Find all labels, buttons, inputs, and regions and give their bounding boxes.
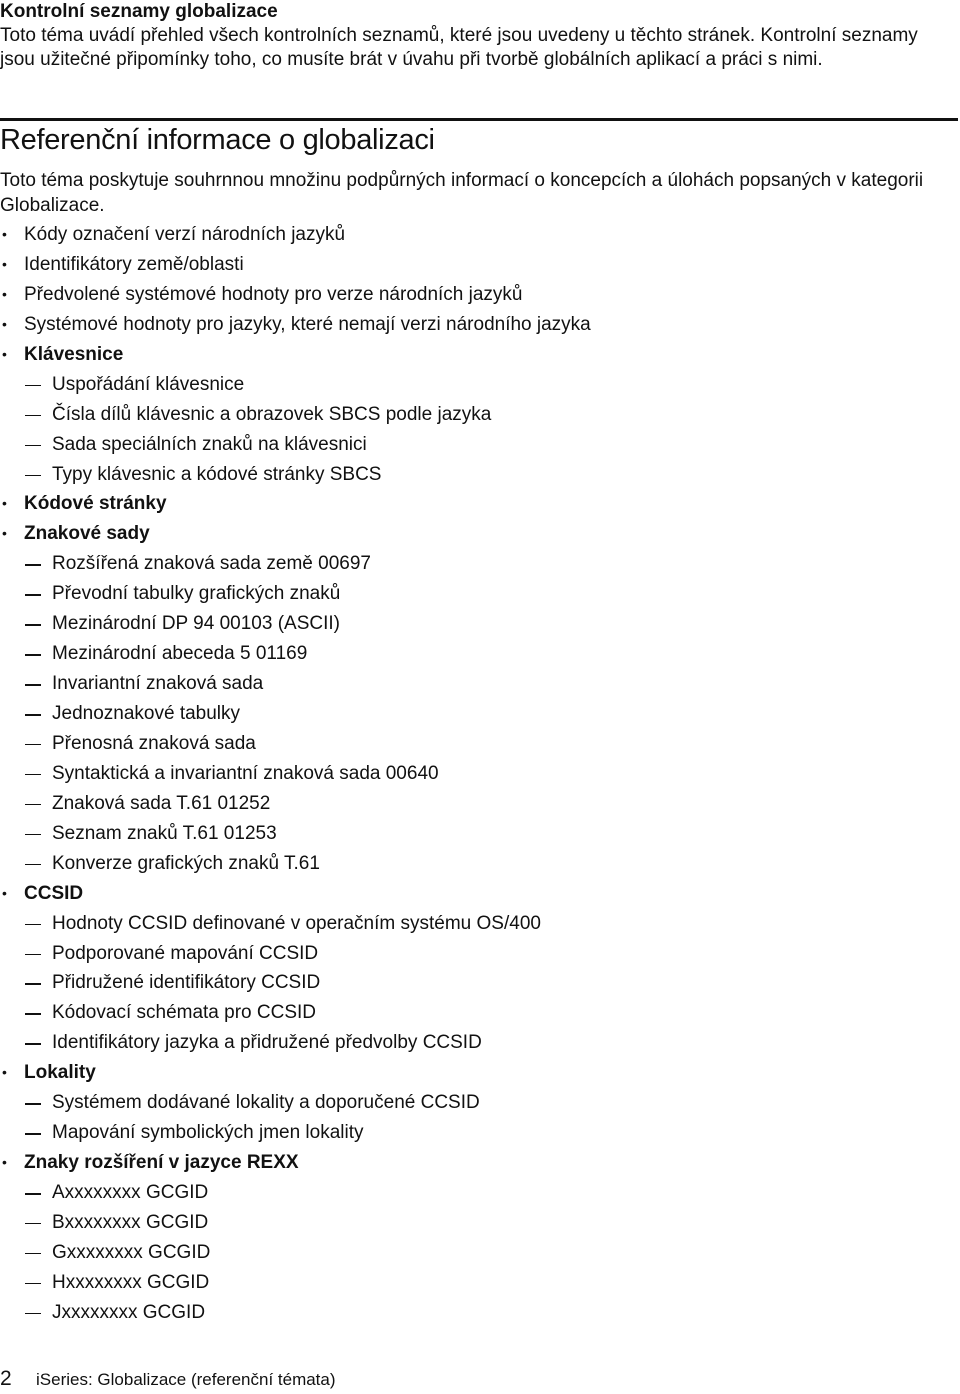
list-item-label: Typy klávesnic a kódové stránky SBCS — [52, 463, 382, 485]
bullet-icon: • — [2, 495, 7, 512]
page-footer — [0, 1366, 336, 1392]
bullet-icon: • — [2, 525, 7, 542]
dash-icon — [25, 804, 41, 806]
list-item-label: Mapování symbolických jmen lokality — [52, 1122, 364, 1144]
dash-icon — [25, 1283, 41, 1285]
bullet-icon: • — [2, 1064, 7, 1081]
list-item-label: Přenosná znaková sada — [52, 732, 256, 754]
list-item-label: Kódové stránky — [24, 493, 167, 515]
list-item — [0, 220, 940, 250]
sub-list-item — [0, 699, 940, 729]
list-item-label: Jxxxxxxxx GCGID — [52, 1301, 206, 1323]
dash-icon — [25, 385, 41, 387]
dash-icon — [25, 564, 41, 566]
sub-list-item — [0, 789, 940, 819]
sub-list-item — [0, 460, 940, 490]
checklist-section — [0, 0, 950, 72]
list-item-label: Rozšířená znaková sada země 00697 — [52, 553, 371, 575]
list-item-label: Jednoznakové tabulky — [52, 703, 241, 724]
topic-list — [0, 220, 940, 1328]
dash-icon — [25, 864, 41, 866]
list-item-label: Syntaktická a invariantní znaková sada 00640 — [52, 762, 439, 784]
list-item — [0, 489, 940, 519]
sub-list-item — [0, 1238, 940, 1268]
sub-list-item — [0, 1178, 940, 1208]
sub-list-item — [0, 759, 940, 789]
dash-icon — [25, 624, 41, 626]
list-item-label: Znaková sada T.61 01252 — [52, 792, 271, 814]
list-item-label: Převodní tabulky grafických znaků — [52, 583, 341, 605]
dash-icon — [25, 1313, 41, 1315]
sub-list-item — [0, 430, 940, 460]
dash-icon — [25, 1013, 41, 1015]
list-item — [0, 519, 940, 549]
dash-icon — [25, 684, 41, 686]
list-item-label: Znakové sady — [24, 523, 150, 545]
page-number: 2 — [0, 1367, 12, 1390]
dash-icon — [25, 1223, 41, 1225]
dash-icon — [25, 445, 41, 447]
list-item-label: Invariantní znaková sada — [52, 673, 264, 695]
checklist-heading: Kontrolní seznamy globalizace — [0, 1, 278, 22]
bullet-icon: • — [2, 884, 7, 901]
sub-list-item — [0, 968, 940, 998]
list-item — [0, 340, 940, 370]
dash-icon — [25, 594, 41, 596]
dash-icon — [25, 415, 41, 417]
list-item-label: Kódy označení verzí národních jazyků — [24, 224, 346, 245]
list-item-label: Hodnoty CCSID definované v operačním systému OS/400 — [52, 912, 541, 934]
list-item-label: Čísla dílů klávesnic a obrazovek SBCS podle jazyka — [52, 403, 492, 425]
sub-list-item — [0, 819, 940, 849]
list-item-label: Axxxxxxxx GCGID — [52, 1182, 209, 1203]
dash-icon — [25, 983, 41, 985]
list-item-label: Gxxxxxxxx GCGID — [52, 1241, 211, 1263]
list-item — [0, 1058, 940, 1088]
dash-icon — [25, 1253, 41, 1255]
list-item-label: Identifikátory jazyka a přidružené předvolby CCSID — [52, 1032, 482, 1054]
sub-list-item — [0, 1268, 940, 1298]
list-item-label: Klávesnice — [24, 343, 124, 365]
sub-list-item — [0, 939, 940, 969]
sub-list-item — [0, 609, 940, 639]
dash-icon — [25, 1103, 41, 1105]
sub-list-item — [0, 400, 940, 430]
list-item-label: Znaky rozšíření v jazyce REXX — [24, 1152, 299, 1174]
list-item — [0, 280, 940, 310]
dash-icon — [25, 954, 41, 956]
dash-icon — [25, 475, 41, 477]
sub-list-item — [0, 370, 940, 400]
footer-title: iSeries: Globalizace (referenční témata) — [36, 1370, 336, 1389]
reference-heading: Referenční informace o globalizaci — [0, 124, 435, 156]
list-item-label: Mezinárodní abeceda 5 01169 — [52, 643, 308, 665]
sub-list-item — [0, 549, 940, 579]
list-item-label: Přidružené identifikátory CCSID — [52, 972, 321, 994]
list-item-label: Identifikátory země/oblasti — [24, 253, 244, 275]
list-item-label: Hxxxxxxxx GCGID — [52, 1271, 210, 1293]
bullet-icon: • — [2, 226, 7, 242]
bullet-icon: • — [2, 285, 7, 302]
sub-list-item — [0, 639, 940, 669]
sub-list-item — [0, 1028, 940, 1058]
checklist-paragraph: Toto téma uvádí přehled všech kontrolních seznamů, které jsou uvedeny u těchto stránek. Kontrolní seznamy jsou užitečné připomínky toho, co musíte brát v úvahu při tvorbě globálních aplikací a práci s nimi. — [0, 25, 918, 70]
dash-icon — [25, 654, 41, 656]
list-item-label: Mezinárodní DP 94 00103 (ASCII) — [52, 613, 340, 635]
sub-list-item — [0, 909, 940, 939]
sub-list-item — [0, 1208, 940, 1238]
list-item — [0, 310, 940, 340]
list-item — [0, 1148, 940, 1178]
sub-list-item — [0, 1298, 940, 1328]
list-item-label: Konverze grafických znaků T.61 — [52, 852, 320, 874]
bullet-icon: • — [2, 1154, 7, 1171]
list-item-label: Uspořádání klávesnice — [52, 373, 245, 395]
dash-icon — [25, 1193, 41, 1195]
sub-list-item — [0, 998, 940, 1028]
sub-list-item — [0, 1118, 940, 1148]
bullet-icon: • — [2, 345, 7, 362]
list-item-label: Podporované mapování CCSID — [52, 942, 319, 964]
dash-icon — [25, 1133, 41, 1135]
list-item-label: Bxxxxxxxx GCGID — [52, 1211, 209, 1233]
bullet-icon: • — [2, 255, 7, 272]
list-item — [0, 250, 940, 280]
list-item-label: Systémem dodávané lokality a doporučené CCSID — [52, 1092, 480, 1114]
dash-icon — [25, 924, 41, 926]
list-item — [0, 879, 940, 909]
list-item-label: Předvolené systémové hodnoty pro verze národních jazyků — [24, 283, 523, 305]
dash-icon — [25, 834, 41, 836]
sub-list-item — [0, 729, 940, 759]
list-item-label: Systémové hodnoty pro jazyky, které nemají verzi národního jazyka — [24, 313, 591, 335]
sub-list-item — [0, 579, 940, 609]
dash-icon — [25, 744, 41, 746]
dash-icon — [25, 1043, 41, 1045]
sub-list-item — [0, 1088, 940, 1118]
dash-icon — [25, 714, 41, 716]
list-item-label: Lokality — [24, 1062, 96, 1084]
sub-list-item — [0, 669, 940, 699]
list-item-label: Kódovací schémata pro CCSID — [52, 1002, 317, 1024]
list-item-label: Seznam znaků T.61 01253 — [52, 822, 277, 844]
bullet-icon: • — [2, 315, 7, 332]
dash-icon — [25, 774, 41, 776]
sub-list-item — [0, 849, 940, 879]
list-item-label: Sada speciálních znaků na klávesnici — [52, 433, 367, 455]
list-item-label: CCSID — [24, 882, 84, 904]
reference-intro: Toto téma poskytuje souhrnnou množinu podpůrných informací o koncepcích a úlohách popsaných v kategorii Globalizace. — [0, 170, 924, 216]
